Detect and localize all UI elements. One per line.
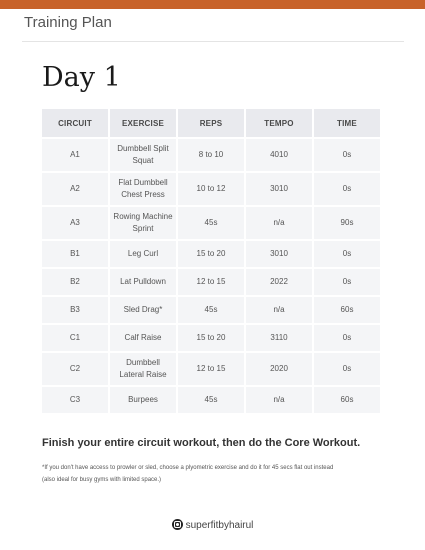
- cell-time: 0s: [314, 137, 380, 171]
- cell-reps: 15 to 20: [178, 323, 246, 351]
- cell-tempo: n/a: [246, 205, 314, 239]
- table-row: [42, 171, 380, 205]
- finish-instruction: Finish your entire circuit workout, then do the Core Workout.: [42, 437, 361, 449]
- cell-circuit: B2: [42, 267, 110, 295]
- footnote-line-2: (also ideal for busy gyms with limited space.): [42, 477, 162, 483]
- header-tempo: TEMPO: [246, 109, 314, 137]
- cell-circuit: A3: [42, 205, 110, 239]
- cell-tempo: 3010: [246, 239, 314, 267]
- cell-time: 60s: [314, 295, 380, 323]
- header-reps: REPS: [178, 109, 246, 137]
- cell-circuit: B1: [42, 239, 110, 267]
- cell-exercise: Sled Drag*: [110, 295, 178, 323]
- cell-exercise: Dumbbell Split Squat: [110, 137, 178, 171]
- header-time: TIME: [314, 109, 380, 137]
- cell-reps: 8 to 10: [178, 137, 246, 171]
- table-row: [42, 239, 380, 267]
- cell-exercise: Flat Dumbbell Chest Press: [110, 171, 178, 205]
- header-divider: [22, 41, 404, 42]
- accent-top-bar: [0, 0, 425, 9]
- cell-reps: 12 to 15: [178, 351, 246, 385]
- cell-reps: 45s: [178, 385, 246, 413]
- table-row: [42, 137, 380, 171]
- cell-reps: 10 to 12: [178, 171, 246, 205]
- cell-circuit: C2: [42, 351, 110, 385]
- header-exercise: EXERCISE: [110, 109, 178, 137]
- cell-exercise: Calf Raise: [110, 323, 178, 351]
- cell-tempo: 4010: [246, 137, 314, 171]
- social-handle: superfitbyhairul: [185, 520, 254, 531]
- cell-exercise: Dumbbell Lateral Raise: [110, 351, 178, 385]
- cell-circuit: B3: [42, 295, 110, 323]
- table-row: [42, 295, 380, 323]
- table-row: [42, 385, 380, 413]
- footnote-line-1: *If you don't have access to prowler or sled, choose a plyometric exercise and do it for 45 secs flat out instead: [42, 465, 334, 471]
- cell-tempo: 3110: [246, 323, 314, 351]
- cell-circuit: A2: [42, 171, 110, 205]
- cell-circuit: A1: [42, 137, 110, 171]
- table-row: [42, 267, 380, 295]
- cell-tempo: n/a: [246, 385, 314, 413]
- table-row: [42, 323, 380, 351]
- document-title: Training Plan: [24, 14, 112, 31]
- cell-time: 60s: [314, 385, 380, 413]
- cell-exercise: Lat Pulldown: [110, 267, 178, 295]
- cell-tempo: 2020: [246, 351, 314, 385]
- cell-reps: 45s: [178, 295, 246, 323]
- table-row: [42, 351, 380, 385]
- cell-exercise: Leg Curl: [110, 239, 178, 267]
- day-heading: Day 1: [42, 62, 121, 93]
- cell-circuit: C3: [42, 385, 110, 413]
- cell-exercise: Burpees: [110, 385, 178, 413]
- cell-time: 0s: [314, 171, 380, 205]
- instagram-icon: [172, 519, 183, 530]
- cell-exercise: Rowing Machine Sprint: [110, 205, 178, 239]
- cell-reps: 15 to 20: [178, 239, 246, 267]
- cell-time: 0s: [314, 267, 380, 295]
- training-table: [42, 109, 380, 413]
- cell-tempo: n/a: [246, 295, 314, 323]
- header-circuit: CIRCUIT: [42, 109, 110, 137]
- cell-reps: 12 to 15: [178, 267, 246, 295]
- footer-social: [0, 519, 425, 531]
- cell-time: 0s: [314, 351, 380, 385]
- cell-reps: 45s: [178, 205, 246, 239]
- cell-time: 0s: [314, 239, 380, 267]
- table-header-row: [42, 109, 380, 137]
- cell-tempo: 2022: [246, 267, 314, 295]
- cell-time: 90s: [314, 205, 380, 239]
- sled-footnote: [42, 462, 392, 486]
- cell-tempo: 3010: [246, 171, 314, 205]
- cell-time: 0s: [314, 323, 380, 351]
- table-row: [42, 205, 380, 239]
- cell-circuit: C1: [42, 323, 110, 351]
